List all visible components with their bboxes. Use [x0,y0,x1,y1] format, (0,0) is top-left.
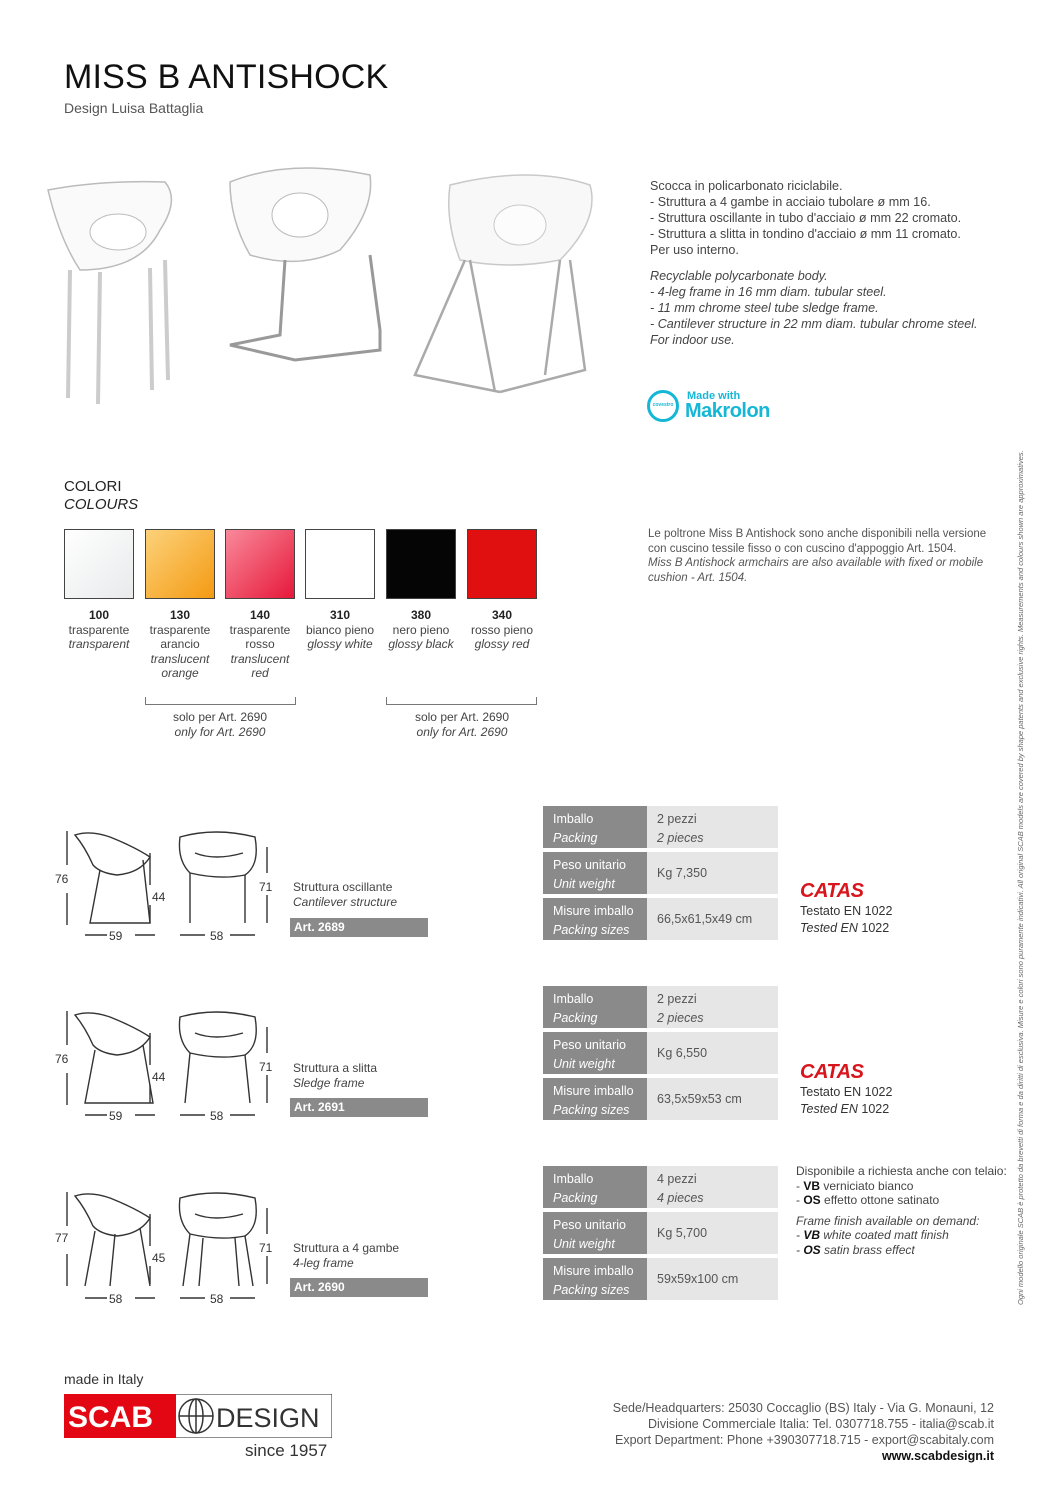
colour-code: 130 [169,608,191,622]
desc-it-line: - Struttura a slitta in tondino d'acciaio ø mm 11 cromato. [650,227,961,241]
description-en [650,268,1010,348]
packing-value [647,806,778,848]
colour-label-340 [462,608,542,652]
colour-name-en: glossy white [307,637,373,651]
desc-it-line: Per uso interno. [650,243,739,257]
packing-row [543,986,778,1028]
colour-name-en: red [251,666,269,680]
website-link[interactable]: www.scabdesign.it [881,1449,994,1463]
desc-en-line: Recyclable polycarbonate body. [650,269,828,283]
colour-name-it: rosso pieno [470,622,534,637]
colour-name-it: bianco pieno [305,622,375,637]
finish-code: OS [803,1193,821,1207]
dim-arm-height: 71 [259,1241,273,1255]
colour-name-it: nero pieno [392,622,450,637]
availability-os-en: - OS satin brass effect [796,1242,915,1257]
dim-depth: 59 [109,1109,123,1123]
colour-code: 100 [88,608,110,622]
weight-row [543,1032,778,1074]
article-code-2690: Art. 2690 [290,1278,428,1297]
weight-label [543,852,647,894]
weight-row [543,852,778,894]
makrolon-brand: Makrolon [685,400,770,422]
packing-table-2691 [543,986,778,1124]
label-en: Packing sizes [553,1103,630,1117]
structure-en: 4-leg frame [293,1256,354,1270]
weight-value: Kg 7,350 [647,852,778,894]
label-en: Packing [553,1191,598,1205]
frame-finish-availability [796,1164,1016,1257]
dim-height: 77 [55,1231,69,1245]
drawing-4-leg [55,1186,285,1306]
product-photos [40,160,610,410]
catas-certification-2691 [800,1061,920,1118]
value-en: 4 pieces [657,1191,704,1205]
catas-tested-en: Tested EN [800,921,858,935]
colour-swatch-130 [145,529,215,599]
packing-table-2690 [543,1166,778,1304]
legal-note: Ogni modello originale SCAB è protetto da brevetti di forma e da diritti di esclusiva. Misure e colori sono puramente indicativi. All original SCAB models are covered by shape patents and exclusive rights. Measurements and colours shown are approximatives. [1016,450,1025,1305]
sizes-row [543,1258,778,1300]
availability-vb-en: - VB white coated matt finish [796,1228,949,1242]
product-description [650,178,1010,348]
article-code-2689: Art. 2689 [290,918,428,937]
packing-table-2689 [543,806,778,944]
address-line: Divisione Commerciale Italia: Tel. 0307718.755 - italia@scab.it [648,1417,994,1431]
packing-row [543,1166,778,1208]
colour-label-380 [381,608,461,652]
finish-text: white coated matt finish [823,1228,949,1242]
dim-width: 58 [210,929,224,943]
colours-title-it: COLORI [64,478,122,495]
designer-credit: Design Luisa Battaglia [64,100,204,116]
label-it: Imballo [553,1172,594,1186]
colour-name-en: transparent [68,637,130,651]
desc-en-line: - Cantilever structure in 22 mm diam. tubular chrome steel. [650,317,978,331]
label-it: Imballo [553,992,594,1006]
dim-seat-height: 45 [152,1251,166,1265]
sizes-label [543,898,647,940]
finish-text: verniciato bianco [823,1178,914,1193]
packing-label [543,1166,647,1208]
label-en: Unit weight [553,1237,615,1251]
makrolon-made-with: Made with [687,390,741,402]
availability-title-en: Frame finish available on demand: [796,1213,980,1228]
finish-code: VB [803,1228,821,1242]
solo-note-en: only for Art. 2690 [174,724,266,739]
article-code-2691: Art. 2691 [290,1098,428,1117]
colour-code: 310 [329,608,351,622]
solo-note-it: solo per Art. 2690 [172,710,268,724]
structure-en: Cantilever structure [293,895,398,909]
packing-label [543,986,647,1028]
colour-name-it: trasparente [229,622,291,637]
value-it: 4 pezzi [657,1172,697,1186]
address-line: Export Department: Phone +390307718.715 - export@scabitaly.com [615,1433,994,1447]
dim-height: 76 [55,1052,69,1066]
colour-name-en: orange [161,666,199,680]
label-it: Misure imballo [553,1264,634,1278]
sizes-row [543,1078,778,1120]
structure-it: Struttura a 4 gambe [293,1241,400,1255]
dim-depth: 59 [109,929,123,943]
colour-swatch-340 [467,529,537,599]
label-en: Packing sizes [553,923,630,937]
finish-code: VB [803,1178,821,1193]
label-it: Peso unitario [553,1218,626,1232]
colour-bracket-left [145,697,296,705]
dim-width: 58 [210,1292,224,1306]
label-it: Misure imballo [553,904,634,918]
solo-note-it: solo per Art. 2690 [414,710,510,724]
structure-en: Sledge frame [293,1076,365,1090]
label-it: Misure imballo [553,1084,634,1098]
structure-it: Struttura oscillante [293,880,393,894]
made-in-italy: made in Italy [64,1371,144,1387]
colour-label-310 [300,608,380,652]
colour-label-100 [59,608,139,652]
catas-tested-en-line [800,1101,920,1118]
label-en: Packing [553,1011,598,1025]
sizes-value: 59x59x100 cm [647,1258,778,1300]
catas-tested-en-line [800,920,920,937]
colour-name-it: rosso [245,637,275,651]
sizes-value: 63,5x59x53 cm [647,1078,778,1120]
catas-logo: CATAS [800,880,864,902]
colour-name-en: glossy red [474,637,530,651]
label-it: Peso unitario [553,858,626,872]
colour-swatch-100 [64,529,134,599]
catas-logo: CATAS [800,1061,864,1083]
colour-bracket-right [386,697,537,705]
packing-value [647,986,778,1028]
cushion-note-en: Miss B Antishock armchairs are also available with fixed or mobile cushion - Art. 1504. [648,557,984,584]
availability-vb-it: - VB verniciato bianco [796,1178,914,1193]
weight-row [543,1212,778,1254]
globe-icon [179,1399,213,1433]
packing-label [543,806,647,848]
colour-code: 340 [491,608,513,622]
sizes-row [543,898,778,940]
catas-tested-it: Testato EN 1022 [800,1085,893,1099]
desc-en-line: For indoor use. [650,333,735,347]
weight-label [543,1212,647,1254]
value-en: 2 pieces [657,1011,704,1025]
label-en: Packing [553,831,598,845]
availability-title-it: Disponibile a richiesta anche con telaio: [796,1164,1007,1178]
dim-width: 58 [210,1109,224,1123]
packing-row [543,806,778,848]
desc-it-line: - Struttura oscillante in tubo d'acciaio ø mm 22 cromato. [650,211,962,225]
value-en: 2 pieces [657,831,704,845]
label-en: Unit weight [553,877,615,891]
weight-label [543,1032,647,1074]
structure-label-4-leg [293,1241,399,1271]
photo-4-leg-chair [48,182,171,404]
colour-code: 380 [410,608,432,622]
colour-name-en: glossy black [388,637,454,651]
colour-swatch-310 [305,529,375,599]
solo-note-right [382,710,542,739]
label-en: Packing sizes [553,1283,630,1297]
dim-seat-height: 44 [152,890,166,904]
dim-arm-height: 71 [259,880,273,894]
colour-name-it: trasparente [149,622,211,637]
weight-value: Kg 5,700 [647,1212,778,1254]
address-line: Sede/Headquarters: 25030 Coccaglio (BS) Italy - Via G. Monauni, 12 [612,1401,994,1415]
covestro-label: covestro [652,402,674,408]
drawing-sledge [55,1005,285,1125]
drawing-cantilever [55,825,285,945]
solo-note-left [140,710,300,739]
since-1957: since 1957 [245,1441,328,1460]
structure-it: Struttura a slitta [293,1061,378,1075]
desc-en-line: - 11 mm chrome steel tube sledge frame. [650,301,879,315]
dim-height: 76 [55,872,69,886]
label-it: Peso unitario [553,1038,626,1052]
colour-swatch-140 [225,529,295,599]
colours-title-en: COLOURS [64,496,139,513]
logo-scab-text: SCAB [68,1401,154,1434]
desc-it-line: Scocca in policarbonato riciclabile. [650,179,843,193]
dim-depth: 58 [109,1292,123,1306]
catas-tested-en-code: 1022 [861,1102,890,1116]
dim-seat-height: 44 [152,1070,166,1084]
logo-design-text: DESIGN [216,1403,320,1433]
finish-text: satin brass effect [824,1242,915,1257]
label-en: Unit weight [553,1057,615,1071]
photo-sledge-chair [415,175,592,392]
structure-label-cantilever [293,880,397,910]
availability-os-it: - OS effetto ottone satinato [796,1193,940,1207]
company-address [560,1400,994,1464]
catas-tested-it: Testato EN 1022 [800,904,893,918]
finish-code: OS [803,1242,821,1257]
product-title: MISS B ANTISHOCK [64,58,389,96]
catas-tested-en: Tested EN [800,1102,858,1116]
value-it: 2 pezzi [657,812,697,826]
colour-swatch-380 [386,529,456,599]
dim-arm-height: 71 [259,1060,273,1074]
desc-en-line: - 4-leg frame in 16 mm diam. tubular steel. [650,285,887,299]
solo-note-en: only for Art. 2690 [416,724,508,739]
colour-label-130 [140,608,220,681]
colour-label-140 [220,608,300,681]
scab-design-logo [64,1394,332,1438]
weight-value: Kg 6,550 [647,1032,778,1074]
sizes-label [543,1258,647,1300]
cushion-note [648,527,988,585]
colour-name-it: trasparente [68,622,130,637]
catas-certification-2689 [800,880,920,937]
packing-value [647,1166,778,1208]
description-it [650,178,1010,258]
makrolon-logo [647,390,807,428]
structure-label-sledge [293,1061,377,1091]
colour-code: 140 [249,608,271,622]
value-it: 2 pezzi [657,992,697,1006]
photo-cantilever-chair [230,168,380,360]
colour-name-en: translucent [150,651,210,666]
label-it: Imballo [553,812,594,826]
sizes-label [543,1078,647,1120]
cushion-note-it: Le poltrone Miss B Antishock sono anche disponibili nella versione con cuscino tessile fisso o con cuscino d'appoggio Art. 1504. [648,528,987,555]
desc-it-line: - Struttura a 4 gambe in acciaio tubolare ø mm 16. [650,195,931,209]
colour-name-en: translucent [230,651,290,666]
finish-text: effetto ottone satinato [824,1193,940,1207]
catas-tested-en-code: 1022 [861,921,890,935]
colour-name-it: arancio [160,637,200,651]
sizes-value: 66,5x61,5x49 cm [647,898,778,940]
